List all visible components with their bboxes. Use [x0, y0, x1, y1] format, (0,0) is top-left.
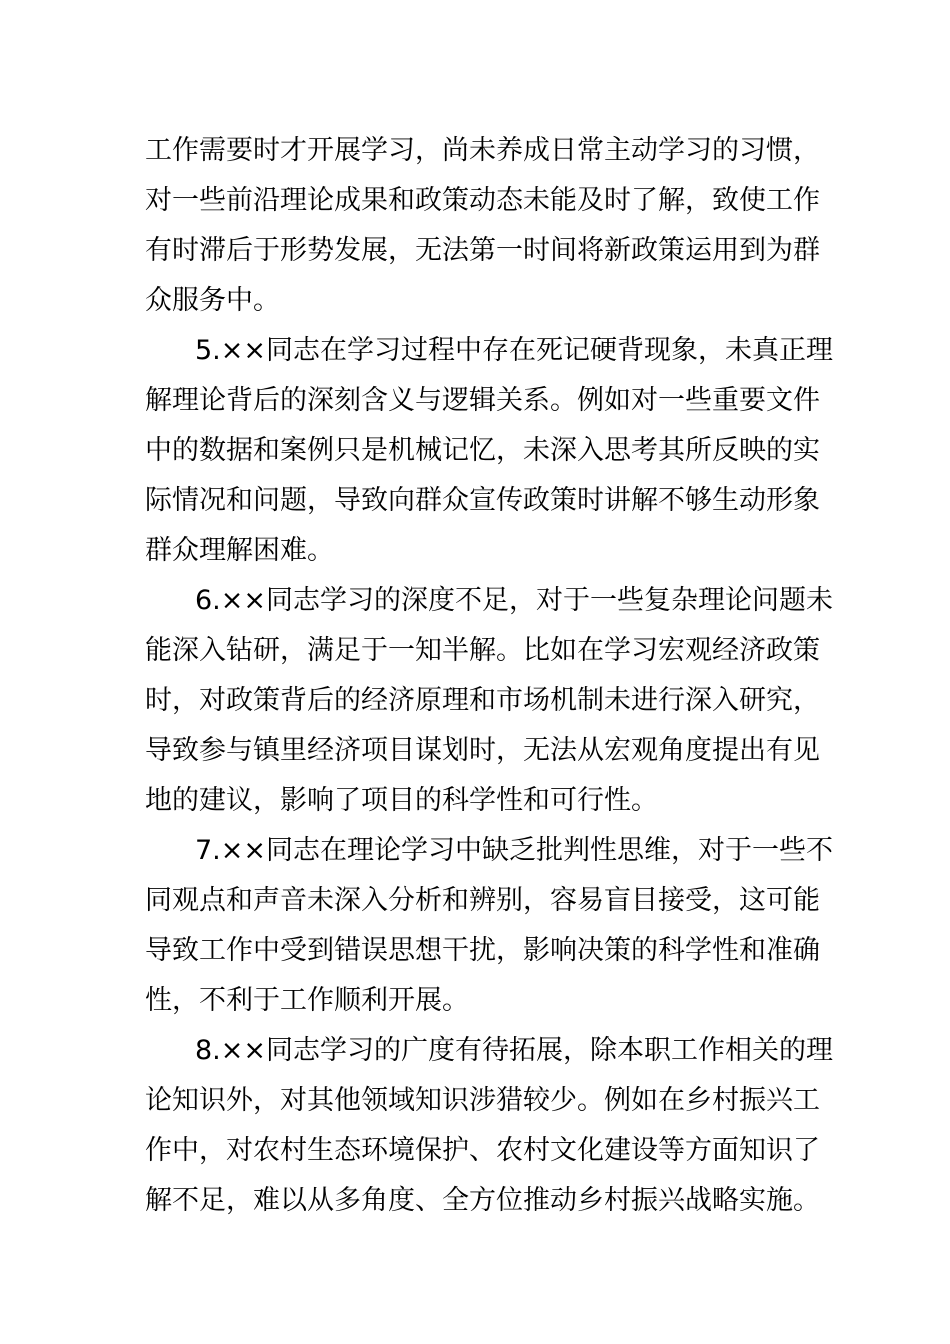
text-line: 解不足，难以从多角度、全方位推动乡村振兴战略实施。 [145, 1185, 820, 1216]
paragraph [145, 126, 820, 326]
paragraph [145, 826, 834, 1026]
paragraph [145, 326, 834, 576]
text-line: 论知识外，对其他领域知识涉猎较少。例如在乡村振兴工 [145, 1085, 820, 1116]
text-line: 8.××同志学习的广度有待拓展，除本职工作相关的理 [195, 1035, 834, 1066]
text-line: 有时滞后于形势发展，无法第一时间将新政策运用到为群 [145, 235, 820, 266]
text-line: 6.××同志学习的深度不足，对于一些复杂理论问题未 [195, 585, 834, 616]
text-line: 同观点和声音未深入分析和辨别，容易盲目接受，这可能 [145, 885, 820, 916]
paragraph [145, 1026, 834, 1226]
text-line: 工作需要时才开展学习，尚未养成日常主动学习的习惯， [145, 135, 820, 166]
text-line: 地的建议，影响了项目的科学性和可行性。 [145, 785, 658, 816]
text-line: 导致工作中受到错误思想干扰，影响决策的科学性和准确 [145, 935, 820, 966]
text-line: 对一些前沿理论成果和政策动态未能及时了解，致使工作 [145, 185, 820, 216]
text-line: 性，不利于工作顺利开展。 [145, 985, 469, 1016]
text-line: 导致参与镇里经济项目谋划时，无法从宏观角度提出有见 [145, 735, 820, 766]
text-line: 作中，对农村生态环境保护、农村文化建设等方面知识了 [145, 1135, 820, 1166]
text-line: 解理论背后的深刻含义与逻辑关系。例如对一些重要文件 [145, 385, 820, 416]
text-line: 际情况和问题，导致向群众宣传政策时讲解不够生动形象 [145, 485, 820, 516]
text-line: 7.××同志在理论学习中缺乏批判性思维，对于一些不 [195, 835, 834, 866]
text-line: 群众理解困难。 [145, 535, 334, 566]
text-line: 5.××同志在学习过程中存在死记硬背现象，未真正理 [195, 335, 834, 366]
text-line: 时，对政策背后的经济原理和市场机制未进行深入研究， [145, 685, 820, 716]
text-line: 众服务中。 [145, 285, 280, 316]
document-body [145, 126, 834, 1226]
text-line: 中的数据和案例只是机械记忆，未深入思考其所反映的实 [145, 435, 820, 466]
paragraph [145, 576, 834, 826]
text-line: 能深入钻研，满足于一知半解。比如在学习宏观经济政策 [145, 635, 820, 666]
